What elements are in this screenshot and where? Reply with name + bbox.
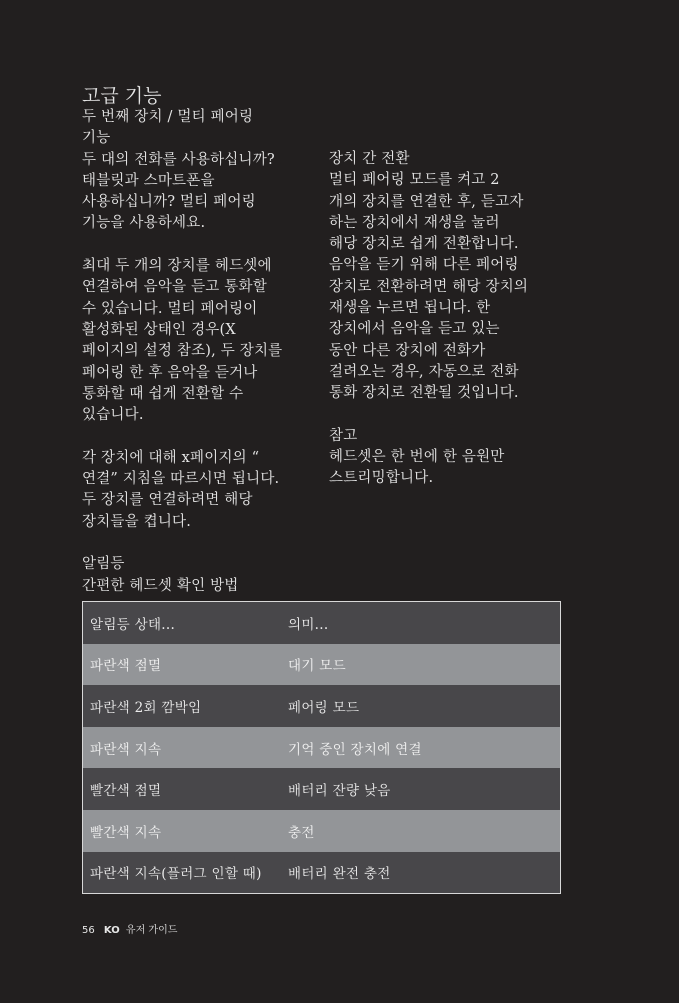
text-line: 각 장치에 대해 x페이지의 “ <box>82 449 260 466</box>
meaning-cell: 배터리 완전 충전 <box>288 866 391 883</box>
status-cell: 파란색 지속 <box>90 741 162 758</box>
header-status-cell: 알림등 상태... <box>90 616 176 633</box>
text-line: 헤드셋은 한 번에 한 음원만 <box>329 449 505 466</box>
text-line: 두 장치를 연결하려면 해당 <box>82 492 253 509</box>
text-line: 페어링 한 후 음악을 듣거나 <box>82 364 258 381</box>
text-line: 수 있습니다. 멀티 페어링이 <box>82 300 258 317</box>
meaning-cell: 대기 모드 <box>288 658 346 675</box>
status-cell: 파란색 점멸 <box>90 658 162 675</box>
text-line: 알림등 <box>82 556 125 573</box>
guide-title: 유저 가이드 <box>125 925 178 936</box>
section-title: 고급 기능 <box>82 85 162 107</box>
text-line: 두 대의 전화를 사용하십니까? <box>82 151 275 168</box>
paragraph <box>82 448 322 533</box>
text-line: 활성화된 상태인 경우(X <box>82 321 236 338</box>
right-column <box>329 149 569 490</box>
text-line: 개의 장치를 연결한 후, 듣고자 <box>329 193 524 210</box>
paragraph <box>82 107 322 150</box>
meaning-cell: 페어링 모드 <box>288 699 360 716</box>
status-cell: 빨간색 점멸 <box>90 783 162 800</box>
left-column <box>82 107 322 597</box>
table-row <box>83 852 560 894</box>
text-line: 음악을 듣기 위해 다른 페어링 <box>329 257 519 274</box>
text-line: 장치 간 전환 <box>329 151 410 167</box>
header-meaning-cell: 의미... <box>288 616 329 633</box>
text-line: 기능 <box>82 130 111 147</box>
paragraph <box>82 150 322 235</box>
text-line: 장치들을 켭니다. <box>82 513 192 530</box>
table-row <box>83 685 560 727</box>
text-line: 있습니다. <box>82 407 144 424</box>
text-line: 동안 다른 장치에 전화가 <box>329 342 486 359</box>
table-row <box>83 644 560 686</box>
table-header-row <box>83 602 560 644</box>
page-number: 56 <box>82 925 95 936</box>
status-cell: 파란색 2회 깜박임 <box>90 699 202 716</box>
text-line: 연결하여 음악을 듣고 통화할 <box>82 279 267 296</box>
text-line: 사용하십니까? 멀티 페어링 <box>82 194 256 211</box>
meaning-cell: 충전 <box>288 824 315 841</box>
paragraph <box>329 149 569 405</box>
paragraph <box>82 256 322 426</box>
text-line: 장치로 전환하려면 해당 장치의 <box>329 278 529 295</box>
text-line: 태블릿과 스마트폰을 <box>82 172 215 189</box>
text-line: 장치에서 음악을 듣고 있는 <box>329 321 500 338</box>
meaning-cell: 기억 중인 장치에 연결 <box>288 741 422 758</box>
text-line: 참고 <box>329 427 358 444</box>
paragraph-gap <box>329 405 569 426</box>
status-cell: 빨간색 지속 <box>90 824 162 841</box>
paragraph-gap <box>82 235 322 256</box>
table-row <box>83 727 560 769</box>
text-line: 페이지의 설정 참조), 두 장치를 <box>82 343 283 360</box>
text-line: 간편한 헤드셋 확인 방법 <box>82 577 239 594</box>
page-footer <box>82 925 177 937</box>
text-line: 통화할 때 쉽게 전환할 수 <box>82 385 244 402</box>
language-code: KO <box>103 925 120 936</box>
paragraph <box>82 554 322 597</box>
text-line: 재생을 누르면 됩니다. 한 <box>329 300 491 317</box>
text-line: 해당 장치로 쉽게 전환합니다. <box>329 236 519 253</box>
text-line: 최대 두 개의 장치를 헤드셋에 <box>82 258 272 275</box>
table-row <box>83 768 560 810</box>
paragraph-gap <box>82 426 322 447</box>
text-line: 스트리밍합니다. <box>329 470 434 487</box>
text-line: 하는 장치에서 재생을 눌러 <box>329 214 500 231</box>
paragraph <box>329 426 569 490</box>
text-line: 멀티 페어링 모드를 켜고 2 <box>329 172 500 189</box>
text-line: 기능을 사용하세요. <box>82 215 206 232</box>
text-line: 걸려오는 경우, 자동으로 전화 <box>329 363 519 380</box>
table-row <box>83 810 560 852</box>
text-line: 연결” 지침을 따르시면 됩니다. <box>82 471 280 488</box>
paragraph-gap <box>82 533 322 554</box>
meaning-cell: 배터리 잔량 낮음 <box>288 783 391 800</box>
text-line: 통화 장치로 전환될 것입니다. <box>329 385 519 402</box>
text-line: 두 번째 장치 / 멀티 페어링 <box>82 109 254 125</box>
indicator-light-table <box>82 601 561 894</box>
status-cell: 파란색 지속(플러그 인할 때) <box>90 866 262 883</box>
